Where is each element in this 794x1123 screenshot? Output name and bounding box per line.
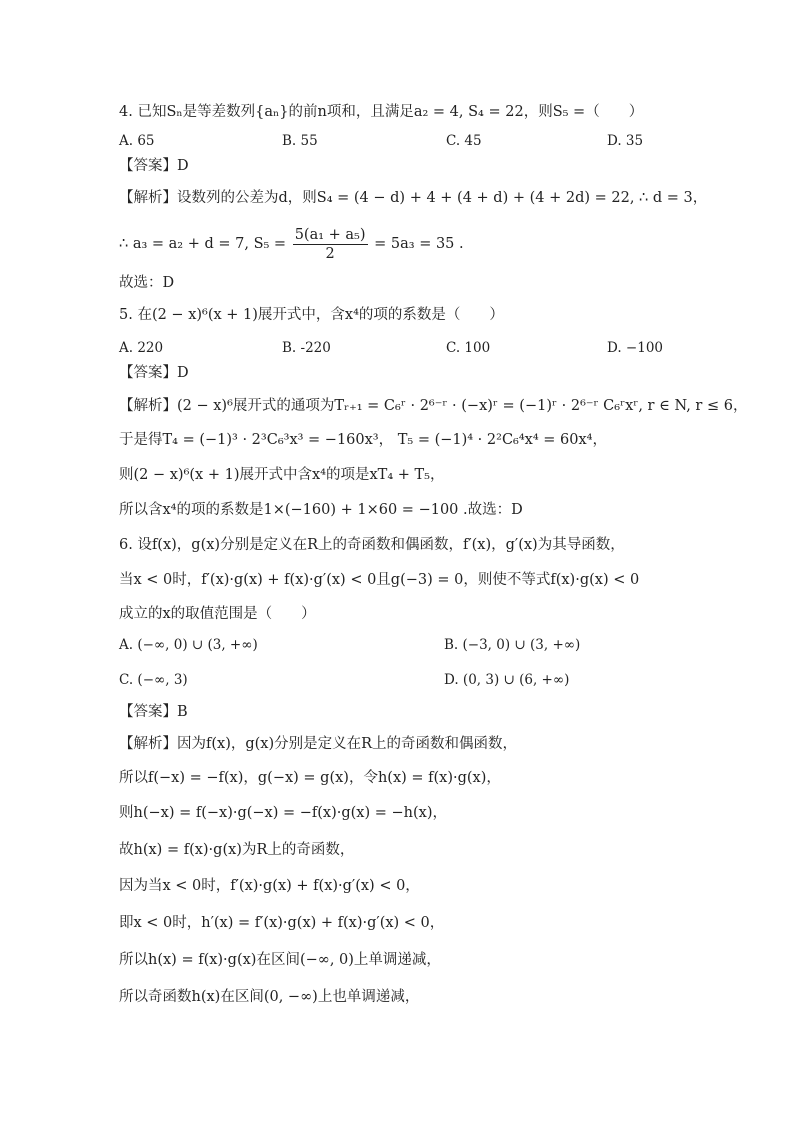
q5-option-c: C. 100 xyxy=(446,340,491,356)
q6-stem-line-2: 当x < 0时，f′(x)·g(x) + f(x)·g′(x) < 0且g(−3) = 0，则使不等式f(x)·g(x) < 0 xyxy=(119,572,640,588)
q5-stem: 5. 在(2 − x)⁶(x + 1)展开式中，含x⁴的项的系数是（ ） xyxy=(119,307,504,323)
q5-analysis-line-2: 于是得T₄ = (−1)³ · 2³C₆³x³ = −160x³， T₅ = (−1)⁴ · 2²C₆⁴x⁴ = 60x⁴， xyxy=(119,432,607,448)
fraction-numerator: 5(a₁ + a₅) xyxy=(294,226,366,243)
q6-analysis-line-5: 因为当x < 0时，f′(x)·g(x) + f(x)·g′(x) < 0， xyxy=(119,878,420,894)
q4-option-d: D. 35 xyxy=(607,133,644,149)
q6-stem-line-1: 6. 设f(x)，g(x)分别是定义在R上的奇函数和偶函数，f′(x)，g′(x)为其导函数， xyxy=(119,537,625,553)
q5-analysis-line-4: 所以含x⁴的项的系数是1×(−160) + 1×60 = −100 .故选：D xyxy=(119,502,523,518)
q5-answer: 【答案】D xyxy=(119,365,189,381)
q5-option-d: D. −100 xyxy=(607,340,664,356)
q4-analysis-2-post: = 5a₃ = 35 . xyxy=(374,236,464,252)
q4-answer: 【答案】D xyxy=(119,158,189,174)
q5-analysis-line-3: 则(2 − x)⁶(x + 1)展开式中含x⁴的项是xT₄ + T₅， xyxy=(119,467,445,483)
q6-analysis-line-1: 【解析】因为f(x)，g(x)分别是定义在R上的奇函数和偶函数， xyxy=(119,736,518,752)
q4-option-c: C. 45 xyxy=(446,133,482,149)
q6-analysis-line-6: 即x < 0时，h′(x) = f′(x)·g(x) + f(x)·g′(x) < 0， xyxy=(119,915,445,931)
q6-analysis-line-2: 所以f(−x) = −f(x)，g(−x) = g(x)，令h(x) = f(x)·g(x)， xyxy=(119,770,501,786)
q4-option-b: B. 55 xyxy=(282,133,318,149)
q6-option-b: B. (−3, 0) ∪ (3, +∞) xyxy=(444,637,581,653)
q6-answer: 【答案】B xyxy=(119,704,188,720)
q4-option-a: A. 65 xyxy=(119,133,155,149)
q4-stem: 4. 已知Sₙ是等差数列{aₙ}的前n项和，且满足a₂ = 4, S₄ = 22，则S₅ =（ ） xyxy=(119,104,644,120)
q6-stem-line-3: 成立的x的取值范围是（ ） xyxy=(119,606,316,622)
q6-option-a: A. (−∞, 0) ∪ (3, +∞) xyxy=(119,637,258,653)
q5-option-a: A. 220 xyxy=(119,340,164,356)
fraction-denominator: 2 xyxy=(325,245,335,262)
q6-analysis-line-3: 则h(−x) = f(−x)·g(−x) = −f(x)·g(x) = −h(x)， xyxy=(119,805,447,821)
q4-analysis-2-pre: ∴ a₃ = a₂ + d = 7, S₅ = xyxy=(119,236,287,252)
q6-analysis-line-7: 所以h(x) = f(x)·g(x)在区间(−∞, 0)上单调递减， xyxy=(119,952,441,968)
q6-option-c: C. (−∞, 3) xyxy=(119,672,188,688)
q4-analysis-line-2 xyxy=(119,224,714,264)
q6-analysis-line-4: 故h(x) = f(x)·g(x)为R上的奇函数， xyxy=(119,842,355,858)
q4-conclusion: 故选：D xyxy=(119,275,175,291)
q4-analysis-line-1: 【解析】设数列的公差为d，则S₄ = (4 − d) + 4 + (4 + d) + (4 + 2d) = 22, ∴ d = 3， xyxy=(119,190,708,206)
fraction xyxy=(293,226,368,263)
q5-option-b: B. -220 xyxy=(282,340,331,356)
q6-analysis-line-8: 所以奇函数h(x)在区间(0, −∞)上也单调递减， xyxy=(119,989,420,1005)
q5-analysis-line-1: 【解析】(2 − x)⁶展开式的通项为Tᵣ₊₁ = C₆ʳ · 2⁶⁻ʳ · (−x)ʳ = (−1)ʳ · 2⁶⁻ʳ C₆ʳxʳ, r ∈ N, r ≤ 6， xyxy=(119,398,748,414)
q6-option-d: D. (0, 3) ∪ (6, +∞) xyxy=(444,672,570,688)
